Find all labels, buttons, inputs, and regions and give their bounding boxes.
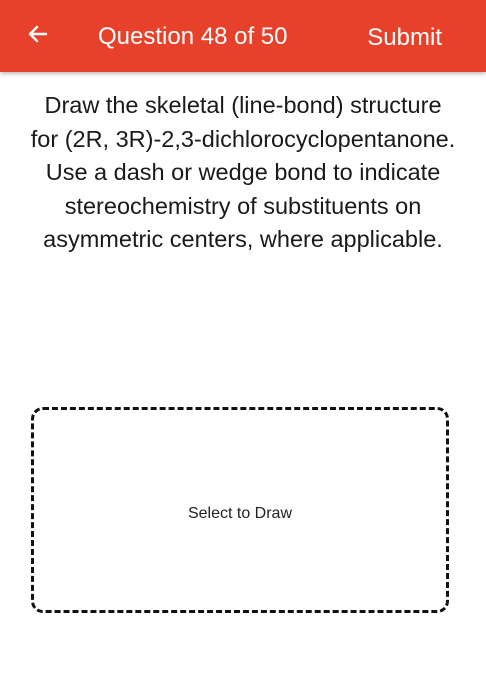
back-button[interactable] [18,16,58,56]
drawing-canvas[interactable] [31,407,449,613]
submit-button[interactable]: Submit [367,0,442,72]
arrow-left-icon [26,22,50,51]
question-text: Draw the skeletal (line-bond) structure for (2R, 3R)-2,3-dichlorocyclopentanone. Use a dash or wedge bond to indicate stereochemistry of substituents on asymmetric centers, where applicable. [30,92,456,252]
draw-prompt-label: Select to Draw [187,505,293,522]
top-app-bar [0,0,486,72]
page-title: Question 48 of 50 [98,23,288,50]
